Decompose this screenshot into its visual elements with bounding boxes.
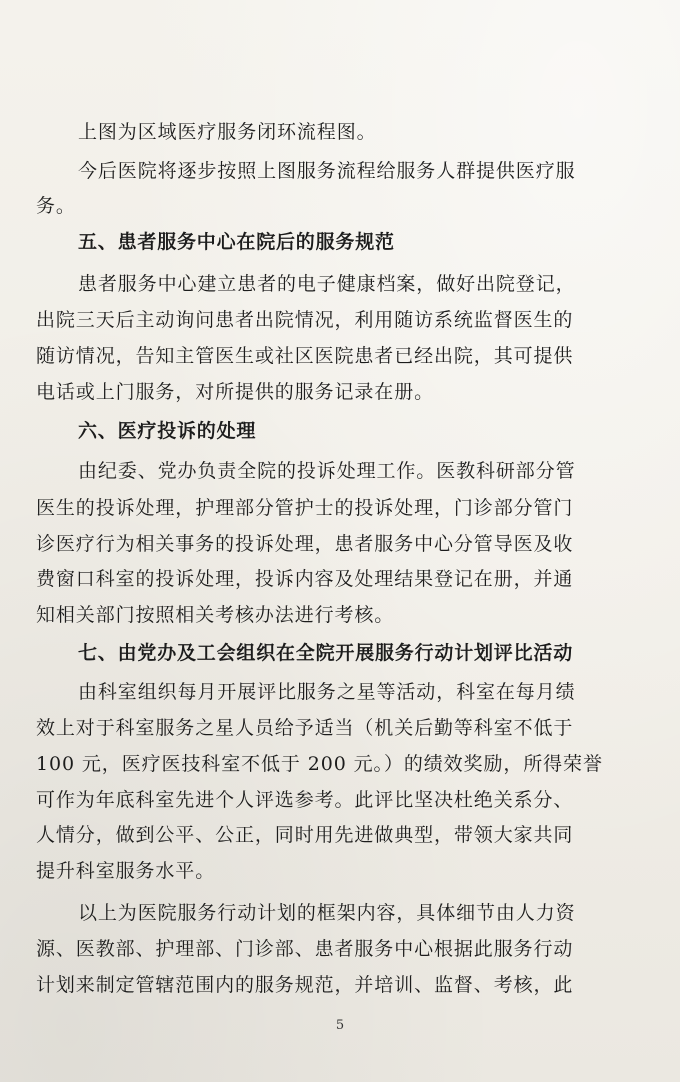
- paragraph-line: 可作为年底科室先进个人评选参考。此评比坚决杜绝关系分、: [36, 789, 574, 811]
- paragraph-line: 源、医教部、护理部、门诊部、患者服务中心根据此服务行动: [36, 938, 574, 960]
- paragraph-line: 效上对于科室服务之星人员给予适当（机关后勤等科室不低于: [36, 717, 574, 739]
- paragraph-line: 由纪委、党办负责全院的投诉处理工作。医教科研部分管: [78, 460, 576, 482]
- section-heading-5: 五、患者服务中心在院后的服务规范: [78, 231, 395, 253]
- paragraph-line: 提升科室服务水平。: [36, 860, 216, 882]
- paragraph-line: 由科室组织每月开展评比服务之星等活动，科室在每月绩: [78, 681, 576, 703]
- paragraph-line: 医生的投诉处理，护理部分管护士的投诉处理，门诊部分管门: [36, 497, 574, 519]
- paragraph-line: 诊医疗行为相关事务的投诉处理，患者服务中心分管导医及收: [36, 533, 574, 555]
- paragraph-line: 费窗口科室的投诉处理，投诉内容及处理结果登记在册，并通: [36, 568, 574, 590]
- section-heading-6: 六、医疗投诉的处理: [78, 420, 257, 442]
- paragraph-line: 知相关部门按照相关考核办法进行考核。: [36, 604, 395, 626]
- paragraph-line: 电话或上门服务，对所提供的服务记录在册。: [36, 381, 435, 403]
- paragraph-line: 今后医院将逐步按照上图服务流程给服务人群提供医疗服: [78, 160, 576, 182]
- paragraph-line: 以上为医院服务行动计划的框架内容，具体细节由人力资: [78, 902, 576, 924]
- paragraph-line: 出院三天后主动询问患者出院情况，利用随访系统监督医生的: [36, 309, 574, 331]
- paragraph-line: 人情分，做到公平、公正，同时用先进做典型，带领大家共同: [36, 824, 574, 846]
- paragraph-line: 100 元，医疗医技科室不低于 200 元。）的绩效奖励，所得荣誉: [36, 753, 603, 775]
- paragraph-line: 随访情况，告知主管医生或社区医院患者已经出院，其可提供: [36, 345, 574, 367]
- paragraph-line: 务。: [36, 195, 76, 217]
- paragraph-line: 上图为区域医疗服务闭环流程图。: [78, 121, 377, 143]
- paragraph-line: 患者服务中心建立患者的电子健康档案，做好出院登记，: [78, 273, 576, 295]
- page-number: 5: [335, 1018, 345, 1033]
- section-heading-7: 七、由党办及工会组织在全院开展服务行动计划评比活动: [78, 642, 574, 664]
- paragraph-line: 计划来制定管辖范围内的服务规范，并培训、监督、考核，此: [36, 974, 574, 996]
